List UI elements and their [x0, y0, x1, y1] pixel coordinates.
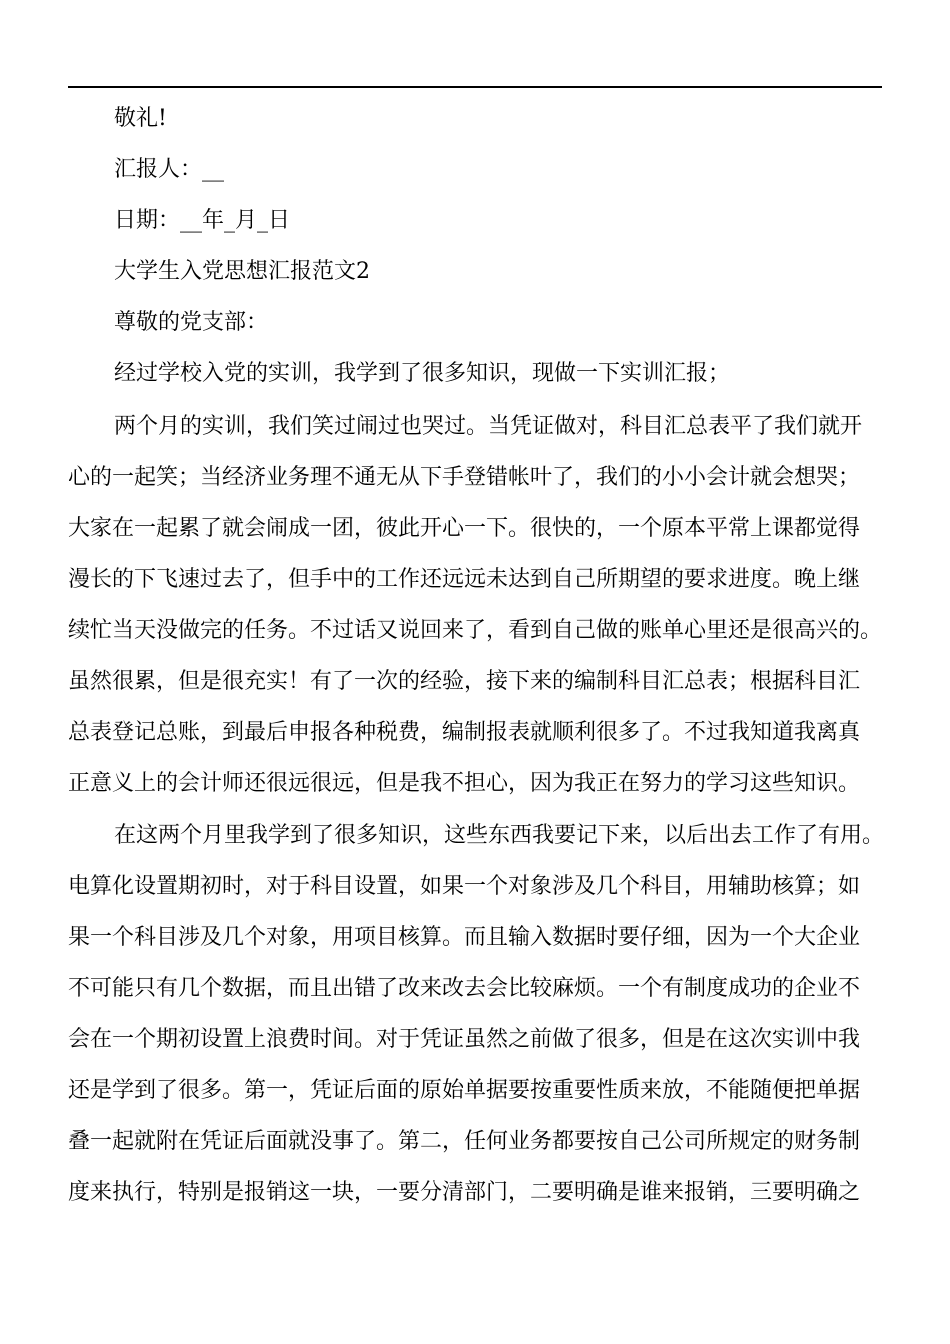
salutation-line: 尊敬的党支部：: [114, 310, 269, 335]
paragraph-line: 总表登记总账，到最后申报各种税费，编制报表就顺利很多了。不过我知道我离真: [68, 720, 861, 745]
paragraph-line: 虽然很累，但是很充实！有了一次的经验，接下来的编制科目汇总表；根据科目汇: [68, 669, 861, 694]
header-rule: [68, 86, 882, 88]
paragraph-line: 会在一个期初设置上浪费时间。对于凭证虽然之前做了很多，但是在这次实训中我: [68, 1027, 861, 1052]
section-heading: 大学生入党思想汇报范文2: [114, 259, 370, 284]
paragraph-line: 度来执行，特别是报销这一块，一要分清部门，二要明确是谁来报销，三要明确之: [68, 1180, 861, 1205]
paragraph-line: 还是学到了很多。第一，凭证后面的原始单据要按重要性质来放，不能随便把单据: [68, 1078, 861, 1103]
paragraph-line: 大家在一起累了就会闹成一团，彼此开心一下。很快的，一个原本平常上课都觉得: [68, 516, 861, 541]
reporter-line: 汇报人：__: [114, 157, 225, 182]
paragraph-line: 不可能只有几个数据，而且出错了改来改去会比较麻烦。一个有制度成功的企业不: [68, 976, 861, 1001]
closing-line: 敬礼!: [114, 106, 167, 131]
paragraph-line: 果一个科目涉及几个对象，用项目核算。而且输入数据时要仔细，因为一个大企业: [68, 925, 861, 950]
paragraph-line: 电算化设置期初时，对于科目设置，如果一个对象涉及几个科目，用辅助核算；如: [68, 874, 861, 899]
paragraph-line: 叠一起就附在凭证后面就没事了。第二，任何业务都要按自己公司所规定的财务制: [68, 1129, 861, 1154]
paragraph-line: 漫长的下飞速过去了，但手中的工作还远远未达到自己所期望的要求进度。晚上继: [68, 567, 861, 592]
paragraph-1: [68, 401, 888, 809]
paragraph-line: 在这两个月里我学到了很多知识，这些东西我要记下来，以后出去工作了有用。: [114, 823, 885, 848]
date-line: 日期：__年_月_日: [114, 208, 291, 233]
paragraph-2: [68, 810, 888, 1218]
paragraph-line: 心的一起笑；当经济业务理不通无从下手登错帐叶了，我们的小小会计就会想哭；: [68, 465, 861, 490]
paragraph-line: 两个月的实训，我们笑过闹过也哭过。当凭证做对，科目汇总表平了我们就开: [114, 414, 863, 439]
paragraph-line: 续忙当天没做完的任务。不过话又说回来了，看到自己做的账单心里还是很高兴的。: [68, 618, 883, 643]
paragraph-line: 正意义上的会计师还很远很远，但是我不担心，因为我正在努力的学习这些知识。: [68, 771, 861, 796]
document-body: [68, 93, 888, 1218]
intro-line: 经过学校入党的实训，我学到了很多知识，现做一下实训汇报；: [114, 361, 731, 386]
